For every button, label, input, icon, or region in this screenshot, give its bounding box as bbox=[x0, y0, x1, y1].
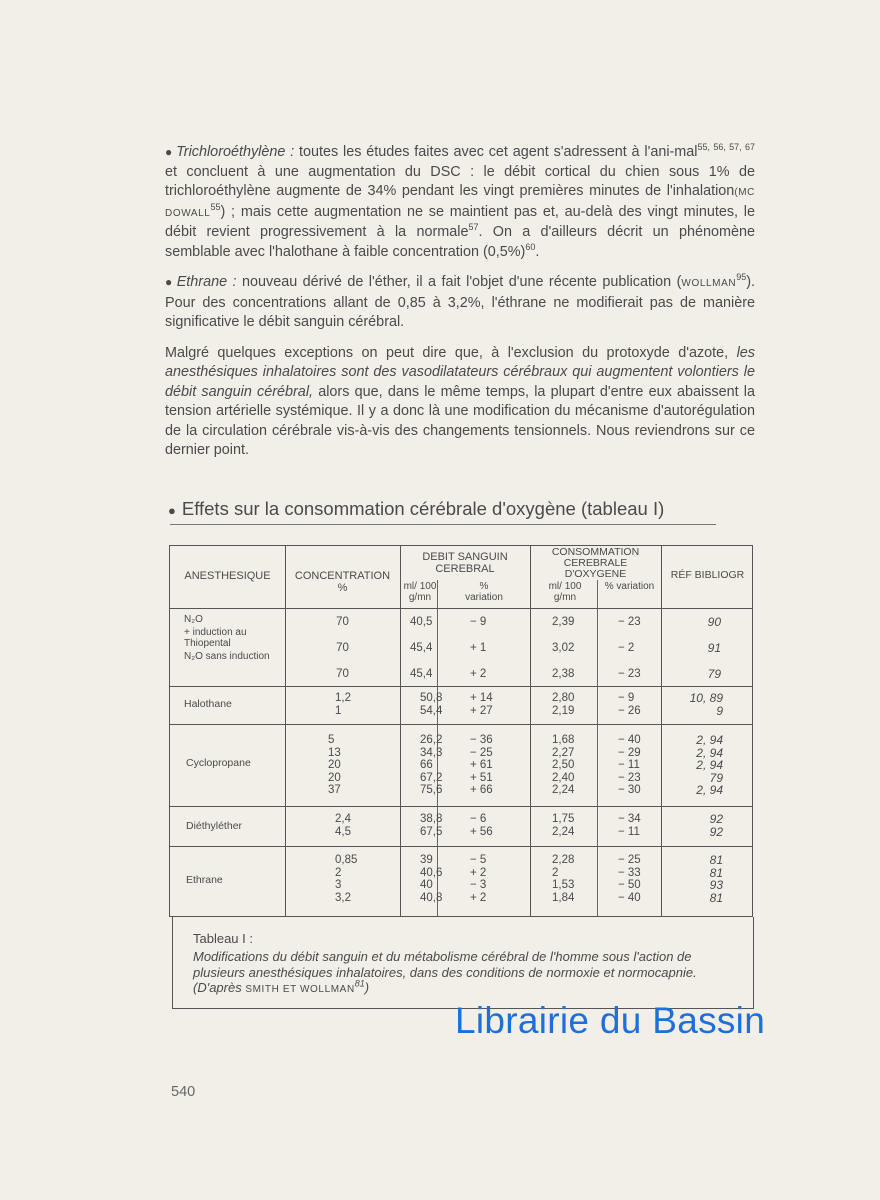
row-divider bbox=[170, 608, 752, 609]
text-span: toutes les études faites avec cet agent s'adressent à l'ani-mal bbox=[294, 144, 698, 160]
halothane-dsc-variation: + 14 + 27 bbox=[470, 692, 493, 717]
reference-superscript: 95 bbox=[736, 272, 747, 283]
row-divider bbox=[170, 724, 752, 725]
anesthetic-diethylether: Diéthyléther bbox=[186, 820, 243, 832]
bullet-icon: ● bbox=[168, 503, 176, 518]
row-divider bbox=[170, 846, 752, 847]
halothane-reference: 10, 89 9 bbox=[689, 691, 723, 718]
header-cmr-variation: % variation bbox=[604, 581, 655, 592]
text-span: . On a d'ailleurs décrit un phénomène semblable avec l'halothane à faible concentration (0,5%) bbox=[165, 224, 755, 260]
term-trichloroethylene: Trichloroéthylène : bbox=[176, 144, 295, 160]
caption-source-authors: SMITH ET WOLLMAN bbox=[245, 984, 355, 995]
ethrane-cmr-variation: − 25 − 33 − 50 − 40 bbox=[618, 854, 641, 904]
halothane-dsc: 50,8 54,4 bbox=[420, 692, 443, 717]
diethylether-cmr: 1,75 2,24 bbox=[552, 813, 575, 838]
n2o-label: N₂O bbox=[184, 614, 203, 625]
anesthetic-n2o bbox=[184, 614, 284, 662]
table-caption bbox=[172, 917, 754, 1009]
cyclopropane-cmr: 1,68 2,27 2,50 2,40 2,24 bbox=[552, 734, 575, 796]
header-dsc-variation: % variation bbox=[465, 581, 503, 603]
reference-superscript: 55 bbox=[210, 201, 221, 212]
row-divider bbox=[170, 806, 752, 807]
reference-superscript: 81 bbox=[354, 978, 365, 989]
anesthetic-halothane: Halothane bbox=[184, 698, 232, 710]
emphasis-text: les anesthésiques inhalatoires sont des vasodilatateurs cérébraux qui augmentent volontiers le débit sanguin cérébral, bbox=[165, 344, 755, 400]
anesthetic-cyclopropane: Cyclopropane bbox=[186, 757, 251, 769]
halothane-cmr: 2,80 2,19 bbox=[552, 692, 575, 717]
diethylether-cmr-variation: − 34 − 11 bbox=[618, 813, 641, 838]
caption-title: Tableau I : bbox=[193, 931, 253, 946]
diethylether-dsc-variation: − 6 + 56 bbox=[470, 813, 493, 838]
header-dsc-unit: ml/ 100 g/mn bbox=[403, 581, 437, 603]
cyclopropane-dsc: 26,2 34,3 66 67,2 75,6 bbox=[420, 734, 443, 796]
halothane-cmr-variation: − 9 − 26 bbox=[618, 692, 641, 717]
paragraph-ethrane bbox=[165, 273, 755, 333]
bullet-icon: ● bbox=[165, 275, 174, 289]
header-anesthesique: ANESTHESIQUE bbox=[184, 570, 271, 582]
cyclopropane-cmr-variation: − 40 − 29 − 11 − 23 − 30 bbox=[618, 734, 641, 796]
section-heading-text: Effets sur la consommation cérébrale d'oxygène (tableau I) bbox=[181, 498, 665, 519]
header-debit-sanguin: DEBIT SANGUIN CEREBRAL bbox=[422, 551, 508, 575]
ethrane-dsc: 39 40,6 40 40,8 bbox=[420, 854, 443, 904]
anesthetic-ethrane: Ethrane bbox=[186, 874, 223, 886]
ethrane-reference: 81 81 93 81 bbox=[709, 853, 723, 905]
header-cmr-unit: ml/ 100 g/mn bbox=[548, 581, 582, 603]
n2o-dsc-variation: − 9 + 1 + 2 bbox=[470, 616, 487, 680]
term-ethrane: Ethrane : bbox=[176, 274, 237, 290]
cyclopropane-concentration: 5 13 20 20 37 bbox=[328, 734, 341, 796]
ethrane-cmr: 2,28 2 1,53 1,84 bbox=[552, 854, 575, 904]
n2o-cmr: 2,39 3,02 2,38 bbox=[552, 616, 575, 680]
author-smallcaps: WOLLMAN bbox=[681, 278, 737, 289]
section-heading bbox=[168, 498, 664, 520]
text-span: et concluent à une augmentation du DSC : le débit cortical du chien sous 1% de trichloroéthylène augmente de 34% pendant les vingt premières minutes de l'inhalation bbox=[165, 163, 755, 199]
n2o-thiopental-label: + induction au Thiopental bbox=[184, 627, 247, 649]
ethrane-concentration: 0,85 2 3 3,2 bbox=[335, 854, 358, 904]
header-reference: RÉF BIBLIOGR bbox=[670, 569, 745, 581]
subcolumn-divider bbox=[597, 580, 598, 916]
text-span: ). Pour des concentrations allant de 0,85 à 3,2%, l'éthrane ne modifierait pas de manière significative le débit sanguin cérébral. bbox=[165, 274, 755, 330]
text-span: nouveau dérivé de l'éther, il a fait l'objet d'une récente publication ( bbox=[236, 274, 682, 290]
paragraph-conclusion bbox=[165, 344, 755, 461]
cyclopropane-reference: 2, 94 2, 94 2, 94 79 2, 94 bbox=[696, 733, 723, 797]
ethrane-dsc-variation: − 5 + 2 − 3 + 2 bbox=[470, 854, 487, 904]
n2o-no-induction-label: N₂O sans induction bbox=[184, 651, 270, 662]
text-span: alors que, dans le même temps, la plupart d'entre eux abaissent la tension artérielle systémique. Il y a donc là une modification du mécanisme d'autorégulation de la circulation cérébrale vis-à-vis des changements tensionnels. Nous reviendrons sur ce dernier point. bbox=[165, 383, 755, 458]
n2o-dsc: 40,5 45,4 45,4 bbox=[410, 616, 433, 680]
reference-superscript: 60 bbox=[525, 241, 536, 252]
bullet-icon: ● bbox=[165, 145, 174, 159]
author-smallcaps: (MC DOWALL bbox=[165, 187, 755, 219]
n2o-cmr-variation: − 23 − 2 − 23 bbox=[618, 616, 641, 680]
caption-body: Modifications du débit sanguin et du métabolisme cérébral de l'homme sous l'action de plusieurs anesthésiques inhalatoires, dans des conditions de normoxie et normocapnie. bbox=[193, 949, 697, 980]
row-divider bbox=[170, 686, 752, 687]
caption-source-suffix: ) bbox=[364, 980, 370, 995]
body-text bbox=[165, 143, 755, 472]
header-concentration-unit: % bbox=[337, 582, 348, 594]
watermark: Librairie du Bassin bbox=[455, 1000, 766, 1041]
n2o-reference: 90 91 79 bbox=[707, 615, 721, 681]
text-span: ) ; mais cette augmentation ne se maintient pas et, au-delà des vingt minutes, le débit revient progressivement à la normale bbox=[165, 203, 755, 240]
caption-text bbox=[193, 949, 738, 998]
header-concentration: CONCENTRATION bbox=[294, 570, 391, 582]
text-span: . bbox=[535, 243, 540, 260]
heading-underline bbox=[170, 524, 716, 525]
header-consommation: CONSOMMATION CEREBRALE D'OXYGENE bbox=[551, 546, 640, 580]
reference-superscript: 55, 56, 57, 67 bbox=[697, 142, 756, 153]
column-divider bbox=[400, 546, 401, 916]
data-table bbox=[169, 545, 753, 917]
diethylether-reference: 92 92 bbox=[709, 812, 723, 839]
halothane-concentration: 1,2 1 bbox=[335, 692, 351, 717]
diethylether-concentration: 2,4 4,5 bbox=[335, 813, 351, 838]
paragraph-trichloroethylene bbox=[165, 143, 755, 262]
n2o-concentration: 70 70 70 bbox=[336, 616, 349, 680]
diethylether-dsc: 38,8 67,5 bbox=[420, 813, 443, 838]
text-span: Malgré quelques exceptions on peut dire que, à l'exclusion du protoxyde d'azote, bbox=[165, 344, 737, 361]
column-divider bbox=[530, 546, 531, 916]
reference-superscript: 57 bbox=[468, 222, 479, 233]
page-number: 540 bbox=[171, 1084, 196, 1100]
caption-source-prefix: (D'après bbox=[193, 980, 246, 995]
column-divider bbox=[285, 546, 286, 916]
cyclopropane-dsc-variation: − 36 − 25 + 61 + 51 + 66 bbox=[470, 734, 493, 796]
